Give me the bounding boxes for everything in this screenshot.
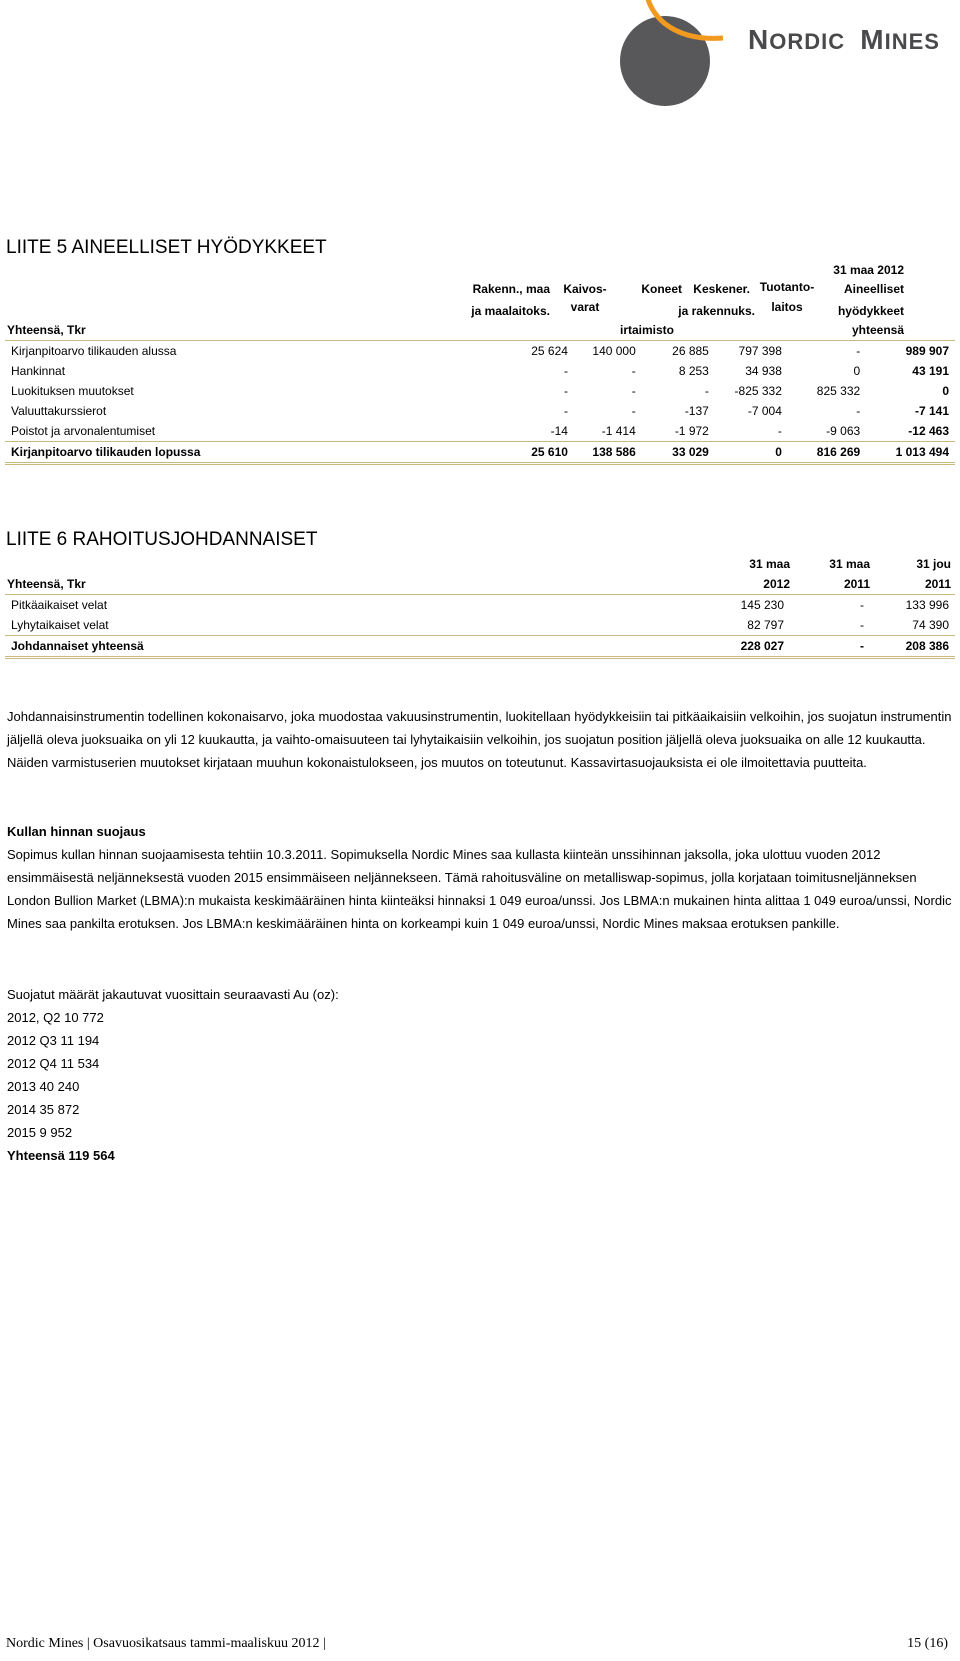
paragraph-gold-hedge: Sopimus kullan hinnan suojaamisesta tehtiin 10.3.2011. Sopimuksella Nordic Mines saa kullasta kiinteän unssihinnan jaksolla, joka ulottuu vuoden 2012 ensimmäisestä neljänneksestä vuoden 2015 ensimmäiseen neljännekseen. Tämä rahoitusväline on metalliswap-sopimus, jolla korjataan toimitusneljänneksen London Bullion Market (LBMA):n mukaista keskimääräinen hinta kiinteäksi hinnaksi 1 049 euroa/unssi. Jos LBMA:n mukainen hinta alittaa 1 049 euroa/unssi, Nordic Mines saa pankilta erotuksen. Jos LBMA:n keskimääräinen hinta on korkeampi kuin 1 049 euroa/unssi, Nordic Mines maksaa erotuksen pankille.: [7, 847, 952, 931]
col2-header-b: varat: [570, 300, 600, 314]
liite5-table: [5, 340, 955, 465]
col5-header-b: laitos: [771, 300, 803, 314]
col6-header-b: hyödykkeet: [837, 304, 904, 318]
col3-header-c: irtaimisto: [619, 323, 674, 337]
table-row: Hankinnat - - 8 253 34 938 0 43 191: [5, 361, 955, 381]
table-row: Kirjanpitoarvo tilikauden alussa 25 624 140 000 26 885 797 398 - 989 907: [5, 341, 955, 362]
liite6-col1-header-a: 31 maa: [749, 557, 790, 571]
subheading-gold-hedge: Kullan hinnan suojaus: [7, 824, 146, 839]
col2-header-a: Kaivos-: [563, 282, 607, 296]
row-label: Johdannaiset yhteensä: [5, 636, 700, 658]
liite6-title: LIITE 6 RAHOITUSJOHDANNAISET: [6, 529, 318, 550]
table-row-total: Johdannaiset yhteensä 228 027 - 208 386: [5, 636, 955, 658]
table-row: Poistot ja arvonalentumiset -14 -1 414 -1 972 - -9 063 -12 463: [5, 421, 955, 442]
table-row-total: Kirjanpitoarvo tilikauden lopussa 25 610 138 586 33 029 0 816 269 1 013 494: [5, 442, 955, 464]
list-item: 2013 40 240: [7, 1079, 80, 1094]
row-label: Valuuttakurssierot: [11, 404, 107, 418]
list-total: Yhteensä 119 564: [7, 1148, 115, 1163]
col1-header-b: ja maalaitoks.: [471, 304, 550, 318]
col5-header-a: Tuotanto-: [759, 280, 815, 294]
row-label: Kirjanpitoarvo tilikauden lopussa: [5, 442, 423, 464]
col4-header-a: Keskener.: [693, 282, 750, 296]
liite6-col3-header-b: 2011: [924, 577, 951, 591]
liite5-title: LIITE 5 AINEELLISET HYÖDYKKEET: [6, 237, 327, 258]
list-item: 2012 Q3 11 194: [7, 1033, 100, 1048]
liite6-col1-header-b: 2012: [763, 577, 790, 591]
liite5-row-label-header: Yhteensä, Tkr: [7, 323, 86, 337]
table-row: Luokituksen muutokset - - - -825 332 825 332 0: [5, 381, 955, 401]
row-label: Luokituksen muutokset: [11, 384, 134, 398]
liite6-row-label-header: Yhteensä, Tkr: [7, 577, 86, 591]
row-label: Poistot ja arvonalentumiset: [11, 424, 156, 438]
row-label: Hankinnat: [11, 364, 66, 378]
logo-arc: [645, 0, 725, 66]
page-number: 15 (16): [907, 1636, 948, 1651]
liite6-col2-header-b: 2011: [843, 577, 870, 591]
col4-header-b: ja rakennuks.: [678, 304, 755, 318]
table-row: Valuuttakurssierot - - -137 -7 004 - -7 141: [5, 401, 955, 421]
footer: [6, 1636, 956, 1652]
list-item: 2015 9 952: [7, 1125, 73, 1140]
list-item: 2012 Q4 11 534: [7, 1056, 100, 1071]
liite6-table: [5, 594, 955, 659]
hedged-amounts-list: [7, 983, 339, 1167]
col1-header-a: Rakenn., maa: [472, 282, 550, 296]
list-item: 2012, Q2 10 772: [7, 1010, 104, 1025]
paragraph-derivatives: Johdannaisinstrumentin todellinen kokonaisarvo, joka muodostaa vakuusinstrumentin, luokitellaan hyödykkeisiin tai pitkäaikaisiin velkoihin, jos suojatun instrumentin jäljellä oleva juoksuaika on yli 12 kuukautta, ja vaihto-omaisuuteen tai lyhytaikaisiin velkoihin, jos suojatun position jäljellä oleva juoksuaika on alle 12 kuukautta. Näiden varmistuserien muutokset kirjataan muuhun kokonaistulokseen, jos muutos on toteutunut. Kassavirtasuojauksista ei ole ilmoitettavia puutteita.: [7, 709, 952, 770]
col3-header-a: Koneet: [641, 282, 682, 296]
list-intro: Suojatut määrät jakautuvat vuosittain seuraavasti Au (oz):: [7, 987, 339, 1002]
liite6-col3-header-a: 31 jou: [916, 557, 951, 571]
col6-header-c: yhteensä: [851, 323, 904, 337]
table-row: Pitkäaikaiset velat 145 230 - 133 996: [5, 595, 955, 616]
row-label: Kirjanpitoarvo tilikauden alussa: [5, 341, 423, 362]
liite5-date-header: 31 maa 2012: [833, 263, 904, 277]
footer-left: Nordic Mines | Osavuosikatsaus tammi-maaliskuu 2012 |: [6, 1636, 326, 1651]
liite6-col2-header-a: 31 maa: [829, 557, 870, 571]
list-item: 2014 35 872: [7, 1102, 80, 1117]
table-row: Lyhytaikaiset velat 82 797 - 74 390: [5, 615, 955, 636]
row-label: Lyhytaikaiset velat: [11, 618, 109, 632]
row-label: Pitkäaikaiset velat: [5, 595, 700, 616]
col6-header-a: Aineelliset: [843, 282, 904, 296]
logo-text: NORDIC MINES: [748, 24, 940, 55]
